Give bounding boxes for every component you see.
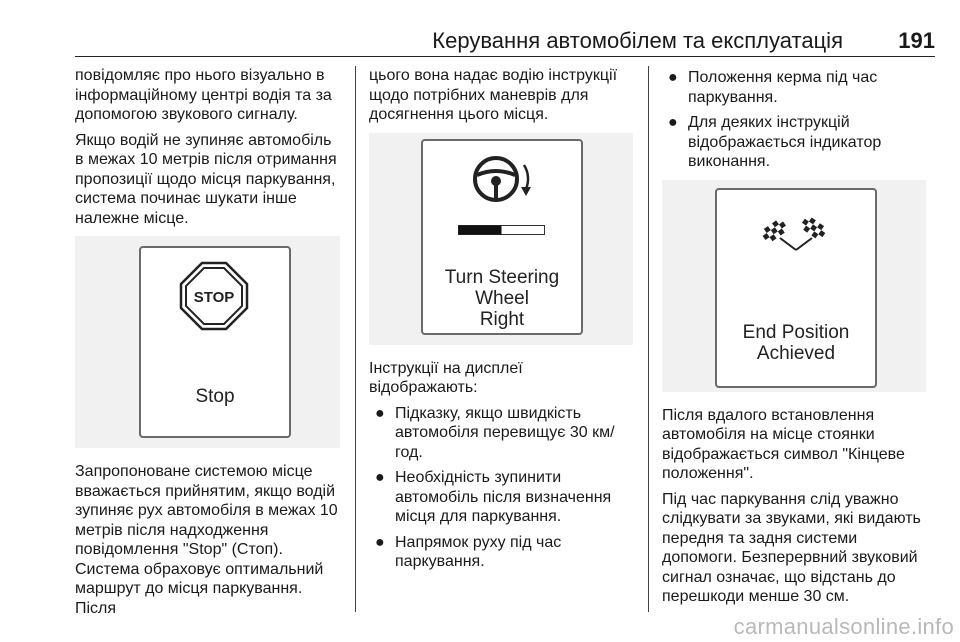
stop-sign-icon (178, 260, 250, 332)
progress-fill (459, 225, 502, 234)
paragraph: Якщо водій не зупиняє автомобіль в межах 10 метрів після отримання пропозиції щодо місця паркування, система починає шукати інше належне місце. (75, 131, 337, 227)
info-display (421, 139, 583, 335)
display-text: Stop (195, 386, 235, 407)
display-text-line-3: Right (479, 308, 525, 330)
bullet-icon: ● (375, 469, 385, 486)
header-rule (75, 56, 935, 57)
paragraph: Інструкції на дисплеї відображають: (369, 359, 523, 396)
steering-figure (369, 133, 633, 345)
watermark[interactable]: carmanualsonline.info (733, 614, 954, 639)
paragraph: Запропоноване системою місце вважається прийнятим, якщо водій зупиняє рух автомобіля в межах 10 метрів після надходження повідомлення "Stop" (Стоп). Система обраховує оптимальний маршрут до місця паркування. Після (75, 463, 338, 617)
paragraph: цього вона надає водію інструкції щодо потрібних маневрів для досягнення цього місця. (369, 67, 618, 123)
column-3 (662, 66, 930, 613)
list-item-text: Підказку, якщо швидкість автомобіля перевищує 30 км/год. (395, 404, 615, 461)
bullet-icon: ● (668, 69, 678, 86)
column-1 (75, 66, 343, 624)
list-item (369, 468, 633, 527)
paragraph: Після вдалого встановлення автомобіля на місце стоянки відображається символ "Кінцеве положення". (662, 406, 905, 482)
info-display (139, 246, 291, 438)
bullet-list (369, 404, 633, 572)
list-item-text: Для деяких інструкцій відображається індикатор виконання. (688, 114, 882, 170)
list-item (662, 68, 930, 107)
info-display (715, 188, 877, 388)
bullet-icon: ● (375, 533, 385, 551)
stop-sign-text: STOP (193, 289, 235, 306)
column-divider (648, 66, 649, 612)
list-item (662, 113, 930, 172)
bullet-icon: ● (668, 114, 678, 131)
list-item-text: Положення керма під час паркування. (688, 69, 878, 106)
end-position-figure (662, 180, 926, 392)
progress-bar (458, 223, 546, 237)
paragraph: повідомляє про нього візуально в інформаційному центрі водія та за допомогою звукового сигналу. (75, 67, 332, 123)
checkered-flags-icon (758, 212, 834, 252)
header-title: Керування автомобілем та експлуатація (432, 28, 843, 53)
steering-wheel-icon (462, 149, 542, 211)
page-number: 191 (898, 28, 935, 53)
column-divider (355, 66, 356, 612)
list-item (369, 533, 633, 572)
list-item (369, 404, 633, 463)
column-2 (369, 66, 633, 578)
display-text-line-2: Wheel (475, 287, 529, 309)
display-text-line-2: Achieved (756, 342, 836, 364)
list-item-text: Необхідність зупинити автомобіль після визначення місця для паркування. (395, 469, 612, 525)
display-text-line-1: End Position (742, 321, 850, 343)
page-header (75, 28, 935, 60)
paragraph: Під час паркування слід уважно слідкувати за звуками, які видають передня та задня системи допомоги. Безперервний звуковий сигнал означає, що відстань до перешкоди менше 30 см. (662, 490, 921, 605)
bullet-list (662, 68, 930, 172)
bullet-icon: ● (375, 404, 385, 422)
stop-figure (75, 236, 340, 448)
list-item-text: Напрямок руху під час паркування. (395, 533, 562, 570)
display-text-line-1: Turn Steering (444, 266, 560, 288)
